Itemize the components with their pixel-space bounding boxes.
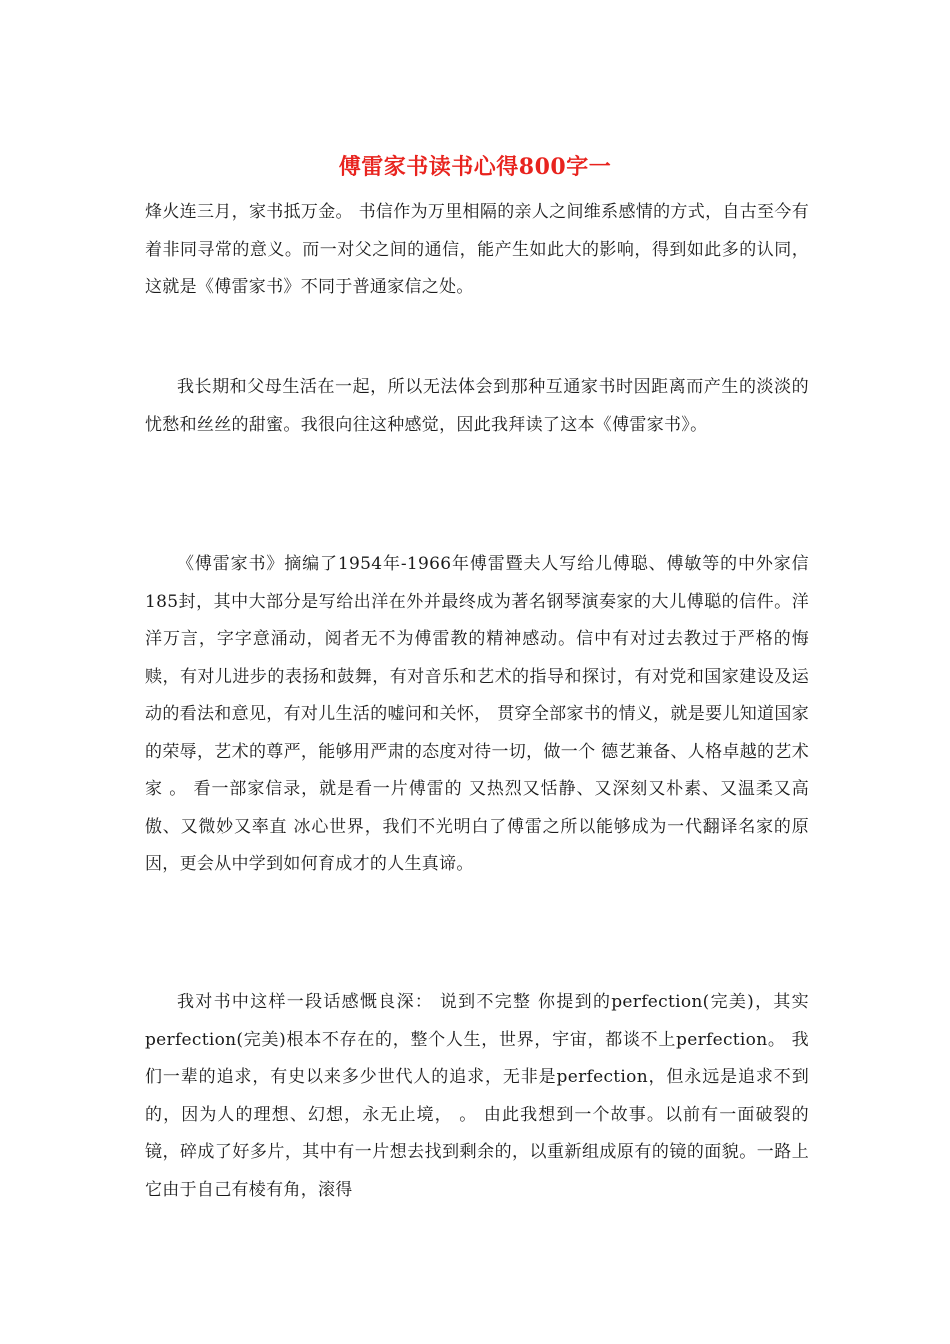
paragraph-2: 我长期和父母生活在一起，所以无法体会到那种互通家书时因距离而产生的淡淡的忧愁和丝丝的甜蜜。我很向往这种感觉，因此我拜读了这本《傅雷家书》。 xyxy=(145,377,809,435)
paragraph-4: 我对书中这样一段话感慨良深： 说到不完整 你提到的perfection(完美)，其实perfection(完美)根本不存在的，整个人生，世界，宇宙，都谈不上perfection。 我们一辈的追求，有史以来多少世代人的追求，无非是perfection，但永远是追求不到的，因为人的理想、幻想，永无止境， 。 由此我想到一个故事。以前有一面破裂的镜，碎成了好多片，其中有一片想去找到剩余的，以重新组成原有的镜的面貌。一路上它由于自己有棱有角，滚得 xyxy=(145,992,809,1200)
paragraph-1: 烽火连三月，家书抵万金。 书信作为万里相隔的亲人之间维系感情的方式，自古至今有着非同寻常的意义。而一对父之间的通信，能产生如此大的影响，得到如此多的认同，这就是《傅雷家书》不同于普通家信之处。 xyxy=(145,202,809,297)
paragraph-3: 《傅雷家书》摘编了1954年-1966年傅雷暨夫人写给儿傅聪、傅敏等的中外家信185封，其中大部分是写给出洋在外并最终成为著名钢琴演奏家的大儿傅聪的信件。洋洋万言，字字意涌动，阅者无不为傅雷教的精神感动。信中有对过去教过于严格的悔赎，有对儿进步的表扬和鼓舞，有对音乐和艺术的指导和探讨，有对党和国家建设及运动的看法和意见，有对儿生活的嘘问和关怀， 贯穿全部家书的情义，就是要儿知道国家的荣辱，艺术的尊严，能够用严肃的态度对待一切，做一个 德艺兼备、人格卓越的艺术家 。 看一部家信录，就是看一片傅雷的 又热烈又恬静、又深刻又朴素、又温柔又高傲、又微妙又率直 冰心世界，我们不光明白了傅雷之所以能够成为一代翻译名家的原因，更会从中学到如何育成才的人生真谛。 xyxy=(145,554,809,874)
document-title: 傅雷家书读书心得800字一 xyxy=(338,154,612,180)
